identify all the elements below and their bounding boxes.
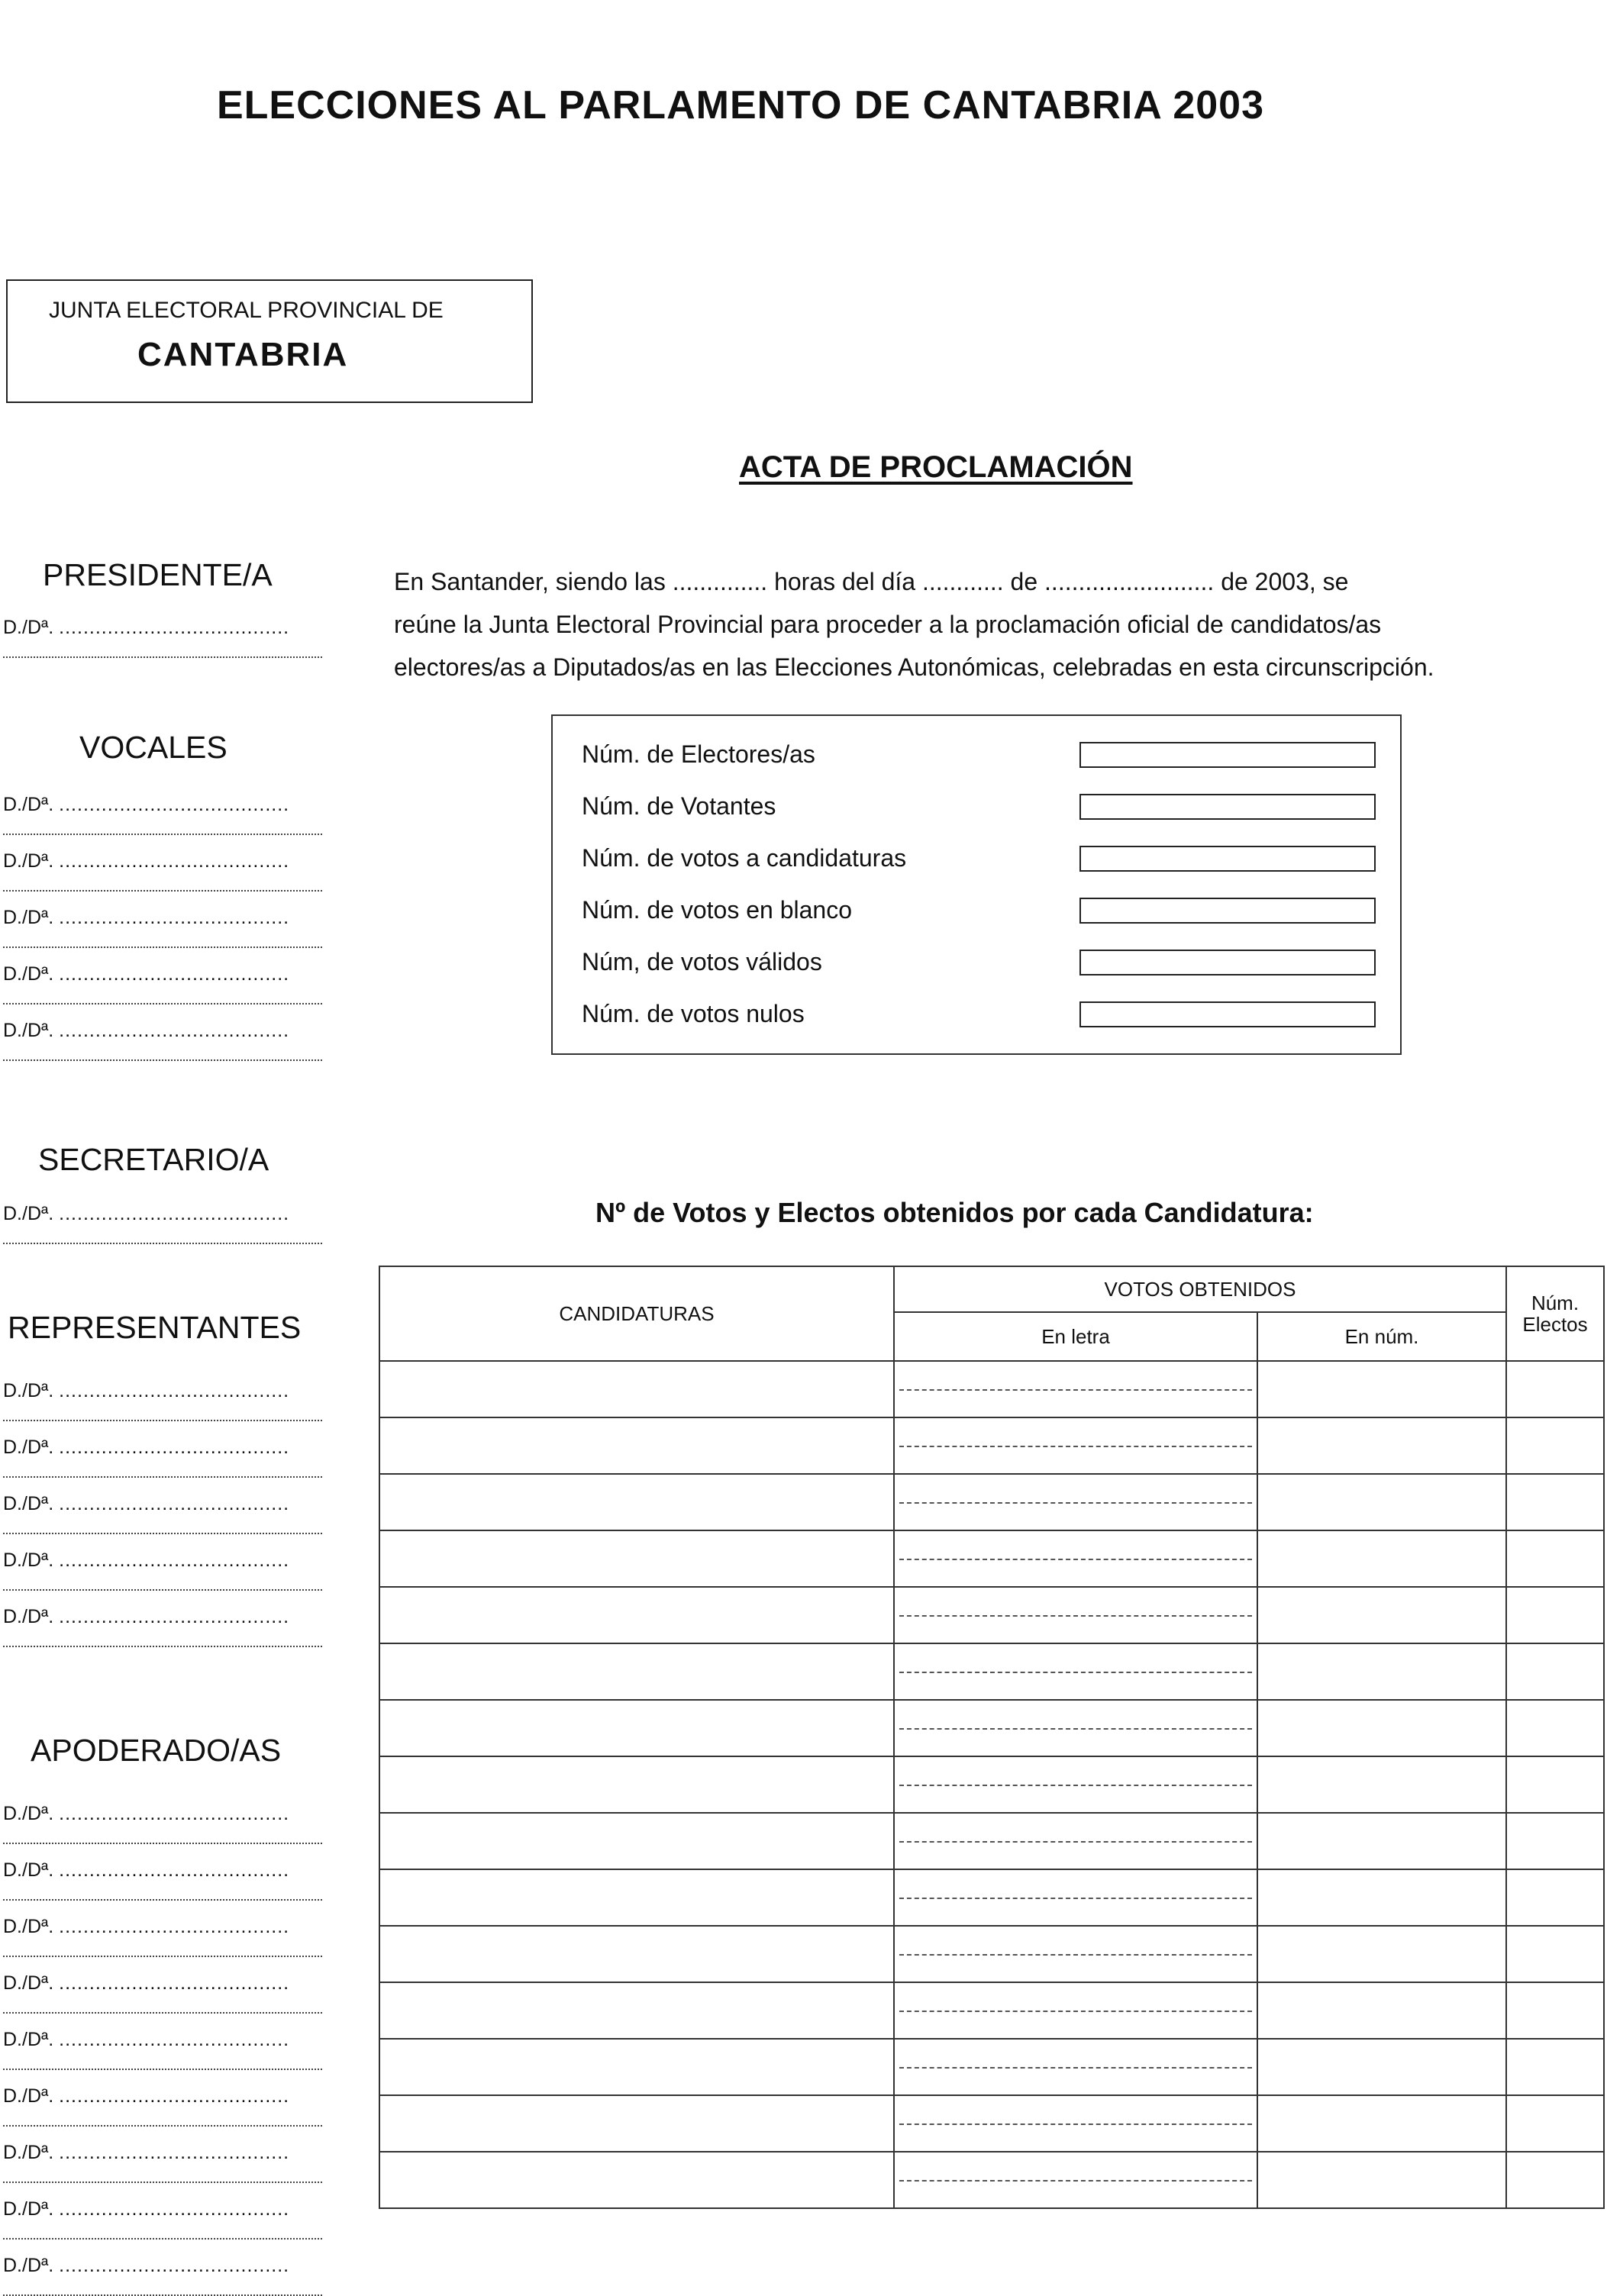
results-title: Nº de Votos y Electos obtenidos por cada Candidatura: <box>595 1197 1314 1228</box>
representantes-continuation-line[interactable] <box>3 1476 322 1478</box>
dotted-leader: ...................................... <box>59 1859 290 1881</box>
dotted-leader: ...................................... <box>59 963 290 985</box>
table-row <box>379 1643 1604 1700</box>
electos-cell[interactable] <box>1506 2152 1604 2208</box>
electos-cell[interactable] <box>1506 1587 1604 1643</box>
votos-num-cell[interactable] <box>1257 2095 1506 2152</box>
candidatura-cell[interactable] <box>379 1530 894 1587</box>
dna-prefix: D./Dª. <box>3 1859 54 1881</box>
dotted-leader: ...................................... <box>59 1549 290 1571</box>
apoderados-name-line[interactable] <box>3 1803 322 1825</box>
apoderados-name-line[interactable] <box>3 2255 322 2277</box>
dashed-guide <box>899 1728 1252 1730</box>
votos-letra-cell[interactable] <box>894 2152 1257 2208</box>
dotted-leader: ...................................... <box>59 1916 290 1937</box>
representantes-name-line[interactable] <box>3 1606 322 1628</box>
votos-num-cell[interactable] <box>1257 1643 1506 1700</box>
votos-letra-cell[interactable] <box>894 2095 1257 2152</box>
candidatura-cell[interactable] <box>379 1926 894 1982</box>
apoderados-heading: APODERADO/AS <box>31 1733 282 1768</box>
dashed-guide <box>899 1446 1252 1447</box>
dna-prefix: D./Dª. <box>3 2142 54 2163</box>
dashed-guide <box>899 1672 1252 1673</box>
candidatura-cell[interactable] <box>379 1982 894 2039</box>
col-num-header: En núm. <box>1257 1312 1506 1361</box>
candidatura-cell[interactable] <box>379 1474 894 1530</box>
votos-num-cell[interactable] <box>1257 1361 1506 1417</box>
dashed-guide <box>899 2123 1252 2125</box>
dotted-leader: ...................................... <box>59 1972 290 1994</box>
paragraph-line: En Santander, siendo las .............. horas del día ............ de ......................... de 2003, se <box>394 568 1349 595</box>
electos-cell[interactable] <box>1506 1643 1604 1700</box>
table-row <box>379 1813 1604 1869</box>
votos-letra-cell[interactable] <box>894 1587 1257 1643</box>
representantes-name-line[interactable] <box>3 1437 322 1459</box>
dna-prefix: D./Dª. <box>3 1606 54 1627</box>
dotted-leader: ...................................... <box>59 1437 290 1458</box>
votos-num-cell[interactable] <box>1257 2152 1506 2208</box>
dna-prefix: D./Dª. <box>3 1493 54 1514</box>
count-input-box[interactable] <box>1079 1001 1376 1027</box>
electos-cell[interactable] <box>1506 1417 1604 1474</box>
acta-title: ACTA DE PROCLAMACIÓN <box>739 450 1133 484</box>
vocales-continuation-line[interactable] <box>3 1059 322 1061</box>
electos-cell[interactable] <box>1506 1982 1604 2039</box>
count-input-box[interactable] <box>1079 846 1376 872</box>
dna-prefix: D./Dª. <box>3 907 54 928</box>
presidente-continuation-line[interactable] <box>3 656 322 658</box>
votos-num-cell[interactable] <box>1257 1869 1506 1926</box>
electos-cell[interactable] <box>1506 1869 1604 1926</box>
col-electos-header <box>1506 1266 1604 1361</box>
dna-prefix: D./Dª. <box>3 2085 54 2107</box>
votos-num-cell[interactable] <box>1257 1474 1506 1530</box>
secretario-continuation-line[interactable] <box>3 1243 322 1244</box>
vocales-heading: VOCALES <box>79 730 227 765</box>
dna-prefix: D./Dª. <box>3 850 54 872</box>
page-title: ELECCIONES AL PARLAMENTO DE CANTABRIA 2003 <box>216 83 1264 127</box>
representantes-name-line[interactable] <box>3 1493 322 1515</box>
votos-letra-cell[interactable] <box>894 1643 1257 1700</box>
table-row <box>379 1587 1604 1643</box>
votos-letra-cell[interactable] <box>894 1700 1257 1756</box>
table-row <box>379 1869 1604 1926</box>
votos-letra-cell[interactable] <box>894 1982 1257 2039</box>
dashed-guide <box>899 1785 1252 1786</box>
results-table <box>379 1266 1605 2209</box>
votos-num-cell[interactable] <box>1257 1926 1506 1982</box>
dna-prefix: D./Dª. <box>3 2255 54 2276</box>
dna-prefix: D./Dª. <box>3 1972 54 1994</box>
secretario-name-line[interactable] <box>3 1203 322 1225</box>
representantes-continuation-line[interactable] <box>3 1533 322 1534</box>
table-row <box>379 1926 1604 1982</box>
apoderados-continuation-line[interactable] <box>3 2182 322 2183</box>
count-label: Núm. de Votantes <box>582 792 776 820</box>
count-input-box[interactable] <box>1079 950 1376 975</box>
dotted-leader: ...................................... <box>59 2255 290 2276</box>
electos-cell[interactable] <box>1506 1813 1604 1869</box>
dashed-guide <box>899 2180 1252 2182</box>
candidatura-cell[interactable] <box>379 2039 894 2095</box>
table-row <box>379 1982 1604 2039</box>
apoderados-continuation-line[interactable] <box>3 1899 322 1901</box>
dna-prefix: D./Dª. <box>3 1203 54 1224</box>
electos-cell[interactable] <box>1506 1474 1604 1530</box>
junta-province: CANTABRIA <box>137 336 349 373</box>
votos-num-cell[interactable] <box>1257 1417 1506 1474</box>
count-input-box[interactable] <box>1079 898 1376 924</box>
candidatura-cell[interactable] <box>379 1361 894 1417</box>
apoderados-continuation-line[interactable] <box>3 1956 322 1957</box>
representantes-continuation-line[interactable] <box>3 1589 322 1591</box>
apoderados-continuation-line[interactable] <box>3 2069 322 2070</box>
dotted-leader: ...................................... <box>59 1493 290 1514</box>
vocales-continuation-line[interactable] <box>3 890 322 892</box>
representantes-continuation-line[interactable] <box>3 1646 322 1647</box>
dashed-guide <box>899 2011 1252 2012</box>
votos-letra-cell[interactable] <box>894 1926 1257 1982</box>
representantes-name-line[interactable] <box>3 1380 322 1402</box>
count-input-box[interactable] <box>1079 742 1376 768</box>
electos-cell[interactable] <box>1506 2095 1604 2152</box>
electos-cell[interactable] <box>1506 2039 1604 2095</box>
candidatura-cell[interactable] <box>379 1756 894 1813</box>
dna-prefix: D./Dª. <box>3 1020 54 1041</box>
apoderados-name-line[interactable] <box>3 1916 322 1938</box>
dashed-guide <box>899 1841 1252 1843</box>
table-row <box>379 2152 1604 2208</box>
votos-letra-cell[interactable] <box>894 1530 1257 1587</box>
dashed-guide <box>899 1502 1252 1504</box>
votos-letra-cell[interactable] <box>894 1361 1257 1417</box>
dashed-guide <box>899 1954 1252 1956</box>
dashed-guide <box>899 2067 1252 2069</box>
apoderados-name-line[interactable] <box>3 2029 322 2051</box>
dotted-leader: ...................................... <box>59 2198 290 2220</box>
dashed-guide <box>899 1389 1252 1391</box>
votos-letra-cell[interactable] <box>894 1474 1257 1530</box>
dashed-guide <box>899 1559 1252 1560</box>
dashed-guide <box>899 1898 1252 1899</box>
apoderados-name-line[interactable] <box>3 1972 322 1994</box>
representantes-heading: REPRESENTANTES <box>8 1310 302 1345</box>
junta-label: JUNTA ELECTORAL PROVINCIAL DE <box>49 298 444 323</box>
presidente-name-line[interactable] <box>3 617 322 639</box>
votos-letra-cell[interactable] <box>894 1417 1257 1474</box>
apoderados-continuation-line[interactable] <box>3 1843 322 1844</box>
vocales-continuation-line[interactable] <box>3 834 322 835</box>
electos-cell[interactable] <box>1506 1926 1604 1982</box>
candidatura-cell[interactable] <box>379 1643 894 1700</box>
votos-num-cell[interactable] <box>1257 2039 1506 2095</box>
col-letra-header: En letra <box>894 1312 1257 1361</box>
candidatura-cell[interactable] <box>379 1587 894 1643</box>
vocales-continuation-line[interactable] <box>3 1003 322 1004</box>
dna-prefix: D./Dª. <box>3 1549 54 1571</box>
dna-prefix: D./Dª. <box>3 2198 54 2220</box>
votos-num-cell[interactable] <box>1257 1982 1506 2039</box>
dotted-leader: ...................................... <box>59 617 290 638</box>
representantes-name-line[interactable] <box>3 1549 322 1572</box>
col-electos-line2: Electos <box>1522 1313 1588 1336</box>
dna-prefix: D./Dª. <box>3 1803 54 1824</box>
candidatura-cell[interactable] <box>379 1700 894 1756</box>
votos-num-cell[interactable] <box>1257 1587 1506 1643</box>
count-label: Núm. de votos nulos <box>582 1000 805 1027</box>
dna-prefix: D./Dª. <box>3 617 54 638</box>
vocales-name-line[interactable] <box>3 1020 322 1042</box>
vocales-name-line[interactable] <box>3 963 322 985</box>
table-row <box>379 1474 1604 1530</box>
votos-letra-cell[interactable] <box>894 1756 1257 1813</box>
dna-prefix: D./Dª. <box>3 1380 54 1401</box>
votos-num-cell[interactable] <box>1257 1756 1506 1813</box>
votos-letra-cell[interactable] <box>894 2039 1257 2095</box>
apoderados-continuation-line[interactable] <box>3 2012 322 2014</box>
vocales-name-line[interactable] <box>3 907 322 929</box>
table-row <box>379 2095 1604 2152</box>
representantes-continuation-line[interactable] <box>3 1420 322 1421</box>
table-row <box>379 1530 1604 1587</box>
secretario-heading: SECRETARIO/A <box>38 1142 269 1177</box>
dotted-leader: ...................................... <box>59 850 290 872</box>
count-input-box[interactable] <box>1079 794 1376 820</box>
electos-cell[interactable] <box>1506 1700 1604 1756</box>
table-row <box>379 1417 1604 1474</box>
votos-letra-cell[interactable] <box>894 1869 1257 1926</box>
apoderados-continuation-line[interactable] <box>3 2125 322 2127</box>
electos-cell[interactable] <box>1506 1361 1604 1417</box>
count-label: Núm, de votos válidos <box>582 948 822 975</box>
vocales-name-line[interactable] <box>3 850 322 872</box>
dotted-leader: ...................................... <box>59 2085 290 2107</box>
candidatura-cell[interactable] <box>379 1813 894 1869</box>
dotted-leader: ...................................... <box>59 1203 290 1224</box>
paragraph-line: electores/as a Diputados/as en las Elecciones Autonómicas, celebradas en esta circunscripción. <box>394 653 1434 681</box>
table-row <box>379 1700 1604 1756</box>
paragraph-line: reúne la Junta Electoral Provincial para proceder a la proclamación oficial de candidatos/as <box>394 611 1382 638</box>
col-candidaturas-header: CANDIDATURAS <box>379 1266 894 1361</box>
apoderados-name-line[interactable] <box>3 2142 322 2164</box>
acta-paragraph <box>394 560 1524 688</box>
apoderados-continuation-line[interactable] <box>3 2238 322 2240</box>
col-votos-header: VOTOS OBTENIDOS <box>894 1266 1506 1312</box>
dna-prefix: D./Dª. <box>3 1916 54 1937</box>
candidatura-cell[interactable] <box>379 1417 894 1474</box>
candidatura-cell[interactable] <box>379 2152 894 2208</box>
candidatura-cell[interactable] <box>379 2095 894 2152</box>
dotted-leader: ...................................... <box>59 1606 290 1627</box>
presidente-heading: PRESIDENTE/A <box>43 557 273 592</box>
table-row <box>379 2039 1604 2095</box>
apoderados-name-line[interactable] <box>3 2198 322 2220</box>
candidatura-cell[interactable] <box>379 1869 894 1926</box>
dotted-leader: ...................................... <box>59 1020 290 1041</box>
votos-num-cell[interactable] <box>1257 1813 1506 1869</box>
count-label: Núm. de votos a candidaturas <box>582 844 907 872</box>
dna-prefix: D./Dª. <box>3 1437 54 1458</box>
vocales-name-line[interactable] <box>3 794 322 816</box>
dna-prefix: D./Dª. <box>3 963 54 985</box>
dotted-leader: ...................................... <box>59 1380 290 1401</box>
votos-num-cell[interactable] <box>1257 1700 1506 1756</box>
electos-cell[interactable] <box>1506 1530 1604 1587</box>
dna-prefix: D./Dª. <box>3 794 54 815</box>
dotted-leader: ...................................... <box>59 2029 290 2050</box>
votos-letra-cell[interactable] <box>894 1813 1257 1869</box>
count-label: Núm. de Electores/as <box>582 740 815 768</box>
table-row <box>379 1361 1604 1417</box>
col-electos-line1: Núm. <box>1531 1292 1580 1314</box>
vocales-continuation-line[interactable] <box>3 946 322 948</box>
dna-prefix: D./Dª. <box>3 2029 54 2050</box>
votos-num-cell[interactable] <box>1257 1530 1506 1587</box>
dotted-leader: ...................................... <box>59 907 290 928</box>
dotted-leader: ...................................... <box>59 1803 290 1824</box>
table-row <box>379 1756 1604 1813</box>
apoderados-name-line[interactable] <box>3 2085 322 2107</box>
dashed-guide <box>899 1615 1252 1617</box>
apoderados-name-line[interactable] <box>3 1859 322 1882</box>
count-label: Núm. de votos en blanco <box>582 896 852 924</box>
electos-cell[interactable] <box>1506 1756 1604 1813</box>
dotted-leader: ...................................... <box>59 2142 290 2163</box>
dotted-leader: ...................................... <box>59 794 290 815</box>
